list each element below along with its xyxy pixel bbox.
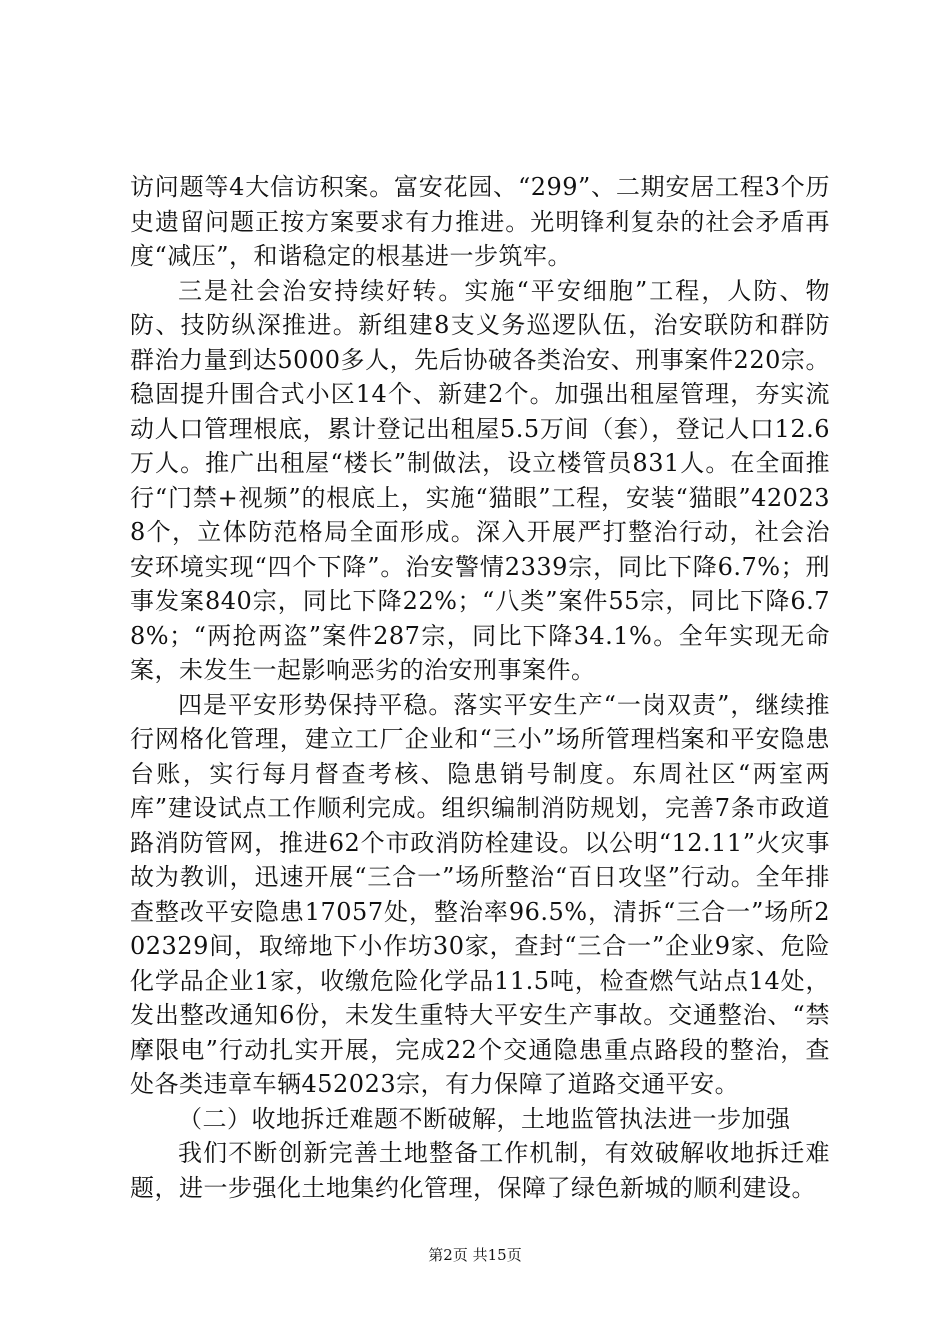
section-heading-land: （二）收地拆迁难题不断破解，土地监管执法进一步加强 [178, 1104, 791, 1133]
paragraph-petition-cases: 访问题等4大信访积案。富安花园、“299”、二期安居工程3个历史遗留问题正按方案要求有力推进。光明锋利复杂的社会矛盾再度“减压”，和谐稳定的根基进一步筑牢。 [130, 173, 830, 270]
paragraph-public-security: 三是社会治安持续好转。实施“平安细胞”工程，人防、物防、技防纵深推进。新组建8支义务巡逻队伍，治安联防和群防群治力量到达5000多人，先后协破各类治安、刑事案件220宗。稳固提升围合式小区14个、新建2个。加强出租屋管理，夯实流动人口管理根底，累计登记出租屋5.5万间（套），登记人口12.6万人。推广出租屋“楼长”制做法，设立楼管员831人。在全面推行“门禁+视频”的根底上，实施“猫眼”工程，安装“猫眼”420238个，立体防范格局全面形成。深入开展严打整治行动，社会治安环境实现“四个下降”。治安警情2339宗，同比下降6.7%；刑事发案840宗，同比下降22%；“八类”案件55宗，同比下降6.78%；“两抢两盗”案件287宗，同比下降34.1%。全年实现无命案，未发生一起影响恶劣的治安刑事案件。 [130, 276, 830, 684]
paragraph-land-consolidation: 我们不断创新完善土地整备工作机制，有效破解收地拆迁难题，进一步强化土地集约化管理，保障了绿色新城的顺利建设。 [130, 1139, 830, 1202]
paragraph-safety-situation: 四是平安形势保持平稳。落实平安生产“一岗双责”，继续推行网格化管理，建立工厂企业和“三小”场所管理档案和平安隐患台账，实行每月督查考核、隐患销号制度。东周社区“两室两库”建设试点工作顺利完成。组织编制消防规划，完善7条市政道路消防管网，推进62个市政消防栓建设。以公明“12.11”火灾事故为教训，迅速开展“三合一”场所整治“百日攻坚”行动。全年排查整改平安隐患17057处，整治率96.5%，清拆“三合一”场所202329间，取缔地下小作坊30家，查封“三合一”企业9家、危险化学品企业1家，收缴危险化学品11.5吨，检查燃气站点14处，发出整改通知6份，未发生重特大平安生产事故。交通整治、“禁摩限电”行动扎实开展，完成22个交通隐患重点路段的整治，查处各类违章车辆452023宗，有力保障了道路交通平安。 [130, 690, 830, 1098]
page-number-footer: 第2页 共15页 [428, 1246, 522, 1264]
document-body [130, 170, 830, 1205]
